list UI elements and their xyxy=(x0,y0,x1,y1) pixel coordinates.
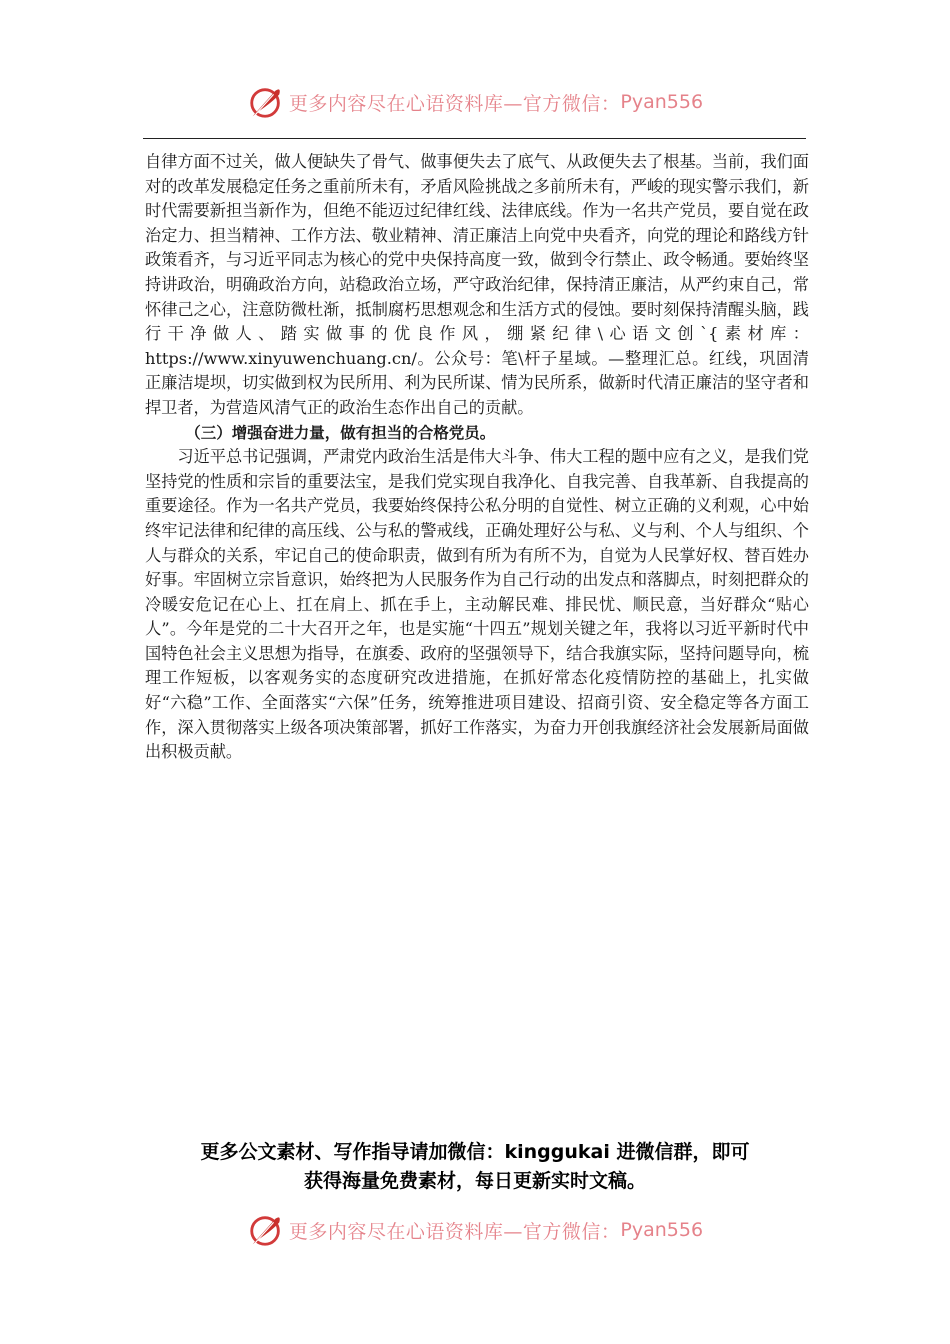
promo-line-2: 获得海量免费素材，每日更新实时文稿。 xyxy=(303,1170,646,1192)
paragraph-discipline: 自律方面不过关，做人便缺失了骨气、做事便失去了底气、从政便失去了根基。当前，我们面对的改革发展稳定任务之重前所未有，矛盾风险挑战之多前所未有，严峻的现实警示我们，新时代需要新担当新作为，但绝不能迈过纪律红线、法律底线。作为一名共产党员，要自觉在政治定力、担当精神、工作方法、敬业精神、清正廉洁上向党中央看齐，向党的理论和路线方针政策看齐，与习近平同志为核心的党中央保持高度一致，做到令行禁止、政令畅通。要始终坚持讲政治，明确政治方向，站稳政治立场，严守政治纪律，保持清正廉洁，从严约束自己，常怀律己之心，注意防微杜渐，抵制腐朽思想观念和生活方式的侵蚀。要时刻保持清醒头脑，践行干净做人、踏实做事的优良作风，绷紧纪律\心语文创`{素材库：https://www.xinyuwenchuang.cn/。公众号：笔\杆子星域。—整理汇总。红线，巩固清正廉洁堤坝，切实做到权为民所用、利为民所谋、情为民所系，做新时代清正廉洁的坚守者和捍卫者，为营造风清气正的政治生态作出自己的贡献。 xyxy=(145,152,809,417)
footer-banner xyxy=(0,1208,950,1252)
footer-banner-text: 更多内容尽在心语资料库—官方微信： xyxy=(288,1220,621,1243)
header-banner-content xyxy=(247,83,703,121)
header-wechat-id: Pyan556 xyxy=(620,91,704,113)
header-divider xyxy=(143,138,806,139)
header-banner xyxy=(0,80,950,124)
footer-wechat-id: Pyan556 xyxy=(620,1219,704,1241)
promo-line-1: 更多公文素材、写作指导请加微信：kinggukai 进微信群，即可 xyxy=(200,1141,750,1163)
quill-logo-icon xyxy=(247,83,285,121)
paragraph-responsibility: 习近平总书记强调，严肃党内政治生活是伟大斗争、伟大工程的题中应有之义，是我们党坚持党的性质和宗旨的重要法宝，是我们党实现自我净化、自我完善、自我革新、自我提高的重要途径。作为一名共产党员，我要始终保持公私分明的自觉性、树立正确的义利观，心中始终牢记法律和纪律的高压线、公与私的警戒线，正确处理好公与私、义与利、个人与组织、个人与群众的关系，牢记自己的使命职责，做到有所为有所不为，自觉为人民掌好权、替百姓办好事。牢固树立宗旨意识，始终把为人民服务作为自己行动的出发点和落脚点，时刻把群众的冷暖安危记在心上、扛在肩上、抓在手上，主动解民难、排民忧、顺民意，当好群众“贴心人”。今年是党的二十大召开之年，也是实施“十四五”规划关键之年，我将以习近平新时代中国特色社会主义思想为指导，在旗委、政府的坚强领导下，结合我旗实际，坚持问题导向，梳理工作短板，以客观务实的态度研究改进措施，在抓好常态化疫情防控的基础上，扎实做好“六稳”工作、全面落实“六保”任务，统筹推进项目建设、招商引资、安全稳定等各方面工作，深入贯彻落实上级各项决策部署，抓好工作落实，为奋力开创我旗经济社会发展新局面做出积极贡献。 xyxy=(145,447,809,762)
section-heading: （三）增强奋进力量，做有担当的合格党员。 xyxy=(185,423,496,442)
promo-notice xyxy=(0,1138,950,1196)
document-body xyxy=(145,150,809,765)
footer-banner-content xyxy=(247,1211,703,1249)
header-banner-text: 更多内容尽在心语资料库—官方微信： xyxy=(288,92,621,115)
quill-logo-icon xyxy=(247,1211,285,1249)
